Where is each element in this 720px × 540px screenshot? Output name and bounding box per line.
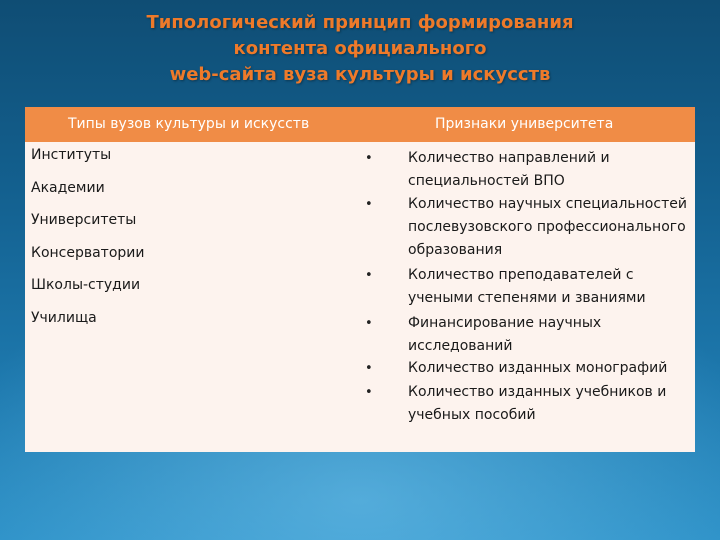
title-line-2: контента официального [233, 38, 487, 59]
table-header [25, 107, 695, 142]
slide-title [0, 10, 720, 88]
type-item: Школы-студии [31, 277, 141, 293]
feature-item [365, 357, 695, 381]
type-item: Институты [31, 147, 112, 163]
feature-item [365, 381, 695, 427]
feature-text: Количество изданных учебников и учебных пособий [408, 384, 667, 423]
type-item: Консерватории [31, 244, 145, 261]
bullet-icon: • [365, 316, 373, 331]
feature-item [365, 193, 695, 264]
bullet-icon: • [365, 361, 373, 376]
features-column [365, 147, 695, 427]
bullet-icon: • [365, 268, 373, 283]
feature-text: Количество направлений и специальностей ВПО [408, 150, 610, 189]
bullet-icon: • [365, 151, 373, 166]
feature-text: Количество преподавателей с учеными степенями и званиями [408, 267, 646, 306]
feature-text: Количество изданных монографий [408, 360, 668, 376]
feature-text: Количество научных специальностей послевузовского профессионального образования [408, 196, 687, 258]
type-item: Училища [31, 309, 97, 326]
title-line-3: web-сайта вуза культуры и искусств [169, 64, 551, 85]
feature-item [365, 312, 695, 357]
type-item: Университеты [31, 212, 137, 228]
header-university-features: Признаки университета [435, 116, 614, 132]
title-line-1: Типологический принцип формирования [146, 12, 574, 33]
feature-item [365, 264, 695, 312]
bullet-icon: • [365, 197, 373, 212]
bullet-icon: • [365, 385, 373, 400]
feature-item [365, 147, 695, 193]
header-university-types: Типы вузов культуры и искусств [68, 116, 310, 132]
types-column [31, 147, 351, 342]
feature-text: Финансирование научных исследований [408, 315, 602, 354]
type-item: Академии [31, 179, 105, 196]
comparison-table [25, 107, 695, 452]
